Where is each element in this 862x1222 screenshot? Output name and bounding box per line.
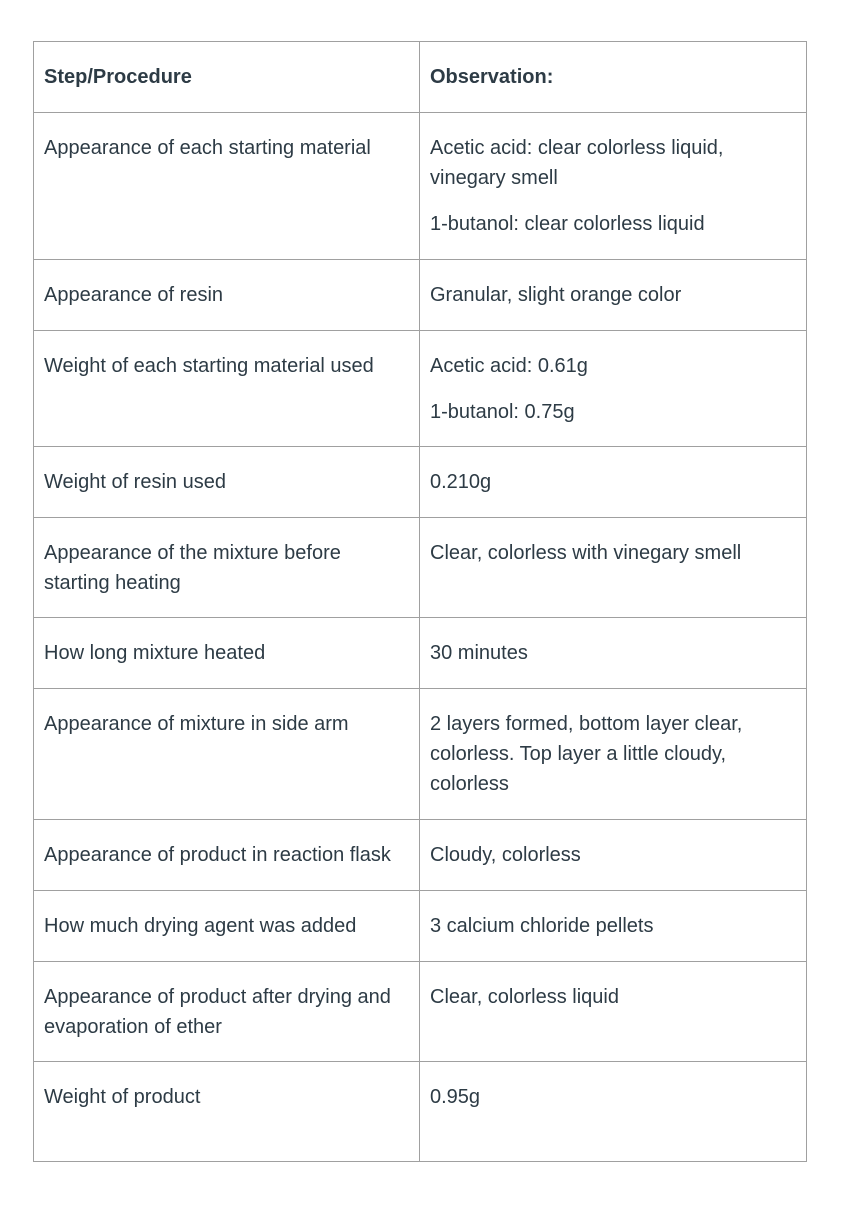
observation-cell (420, 260, 807, 331)
table-row (34, 447, 807, 518)
table-header-row (34, 42, 807, 113)
observation-cell (420, 447, 807, 518)
observation-text: 30 minutes (430, 642, 528, 664)
table-row (34, 331, 807, 447)
observation-text: 3 calcium chloride pellets (430, 915, 654, 937)
step-cell: Weight of product (34, 1062, 420, 1162)
observation-text: 1-butanol: 0.75g (430, 401, 575, 423)
observation-text: 1-butanol: clear colorless liquid (430, 213, 705, 235)
observation-text: Clear, colorless liquid (430, 986, 619, 1008)
observation-cell (420, 113, 807, 260)
step-cell: Appearance of resin (34, 260, 420, 331)
table-row (34, 962, 807, 1062)
observation-text: Clear, colorless with vinegary smell (430, 542, 742, 564)
step-cell: How much drying agent was added (34, 891, 420, 962)
table-row (34, 820, 807, 891)
step-cell: Weight of resin used (34, 447, 420, 518)
observation-text: Cloudy, colorless (430, 844, 581, 866)
observation-text: 0.210g (430, 471, 492, 493)
observation-text: Granular, slight orange color (430, 284, 682, 306)
step-cell: How long mixture heated (34, 618, 420, 689)
observation-cell (420, 618, 807, 689)
observation-text: 0.95g (430, 1086, 481, 1108)
step-cell: Appearance of product in reaction flask (34, 820, 420, 891)
observation-cell (420, 962, 807, 1062)
observation-cell (420, 820, 807, 891)
observation-cell (420, 518, 807, 618)
table-row (34, 518, 807, 618)
header-step-procedure: Step/Procedure (34, 42, 420, 113)
observation-text: Acetic acid: 0.61g (430, 355, 588, 377)
table-row (34, 689, 807, 820)
step-cell: Appearance of mixture in side arm (34, 689, 420, 820)
step-cell: Appearance of product after drying and evaporation of ether (34, 962, 420, 1062)
observation-cell (420, 891, 807, 962)
step-cell: Appearance of the mixture before starting heating (34, 518, 420, 618)
table-row (34, 113, 807, 260)
observation-cell (420, 331, 807, 447)
observation-text: Acetic acid: clear colorless liquid, vinegary smell (430, 137, 724, 189)
table-row (34, 1062, 807, 1162)
table-row (34, 260, 807, 331)
observation-cell (420, 689, 807, 820)
step-cell: Weight of each starting material used (34, 331, 420, 447)
table-row (34, 891, 807, 962)
observation-cell (420, 1062, 807, 1162)
step-cell: Appearance of each starting material (34, 113, 420, 260)
observation-table (33, 41, 807, 1162)
header-observation: Observation: (420, 42, 807, 113)
observation-text: 2 layers formed, bottom layer clear, colorless. Top layer a little cloudy, colorless (430, 713, 743, 795)
table-row (34, 618, 807, 689)
